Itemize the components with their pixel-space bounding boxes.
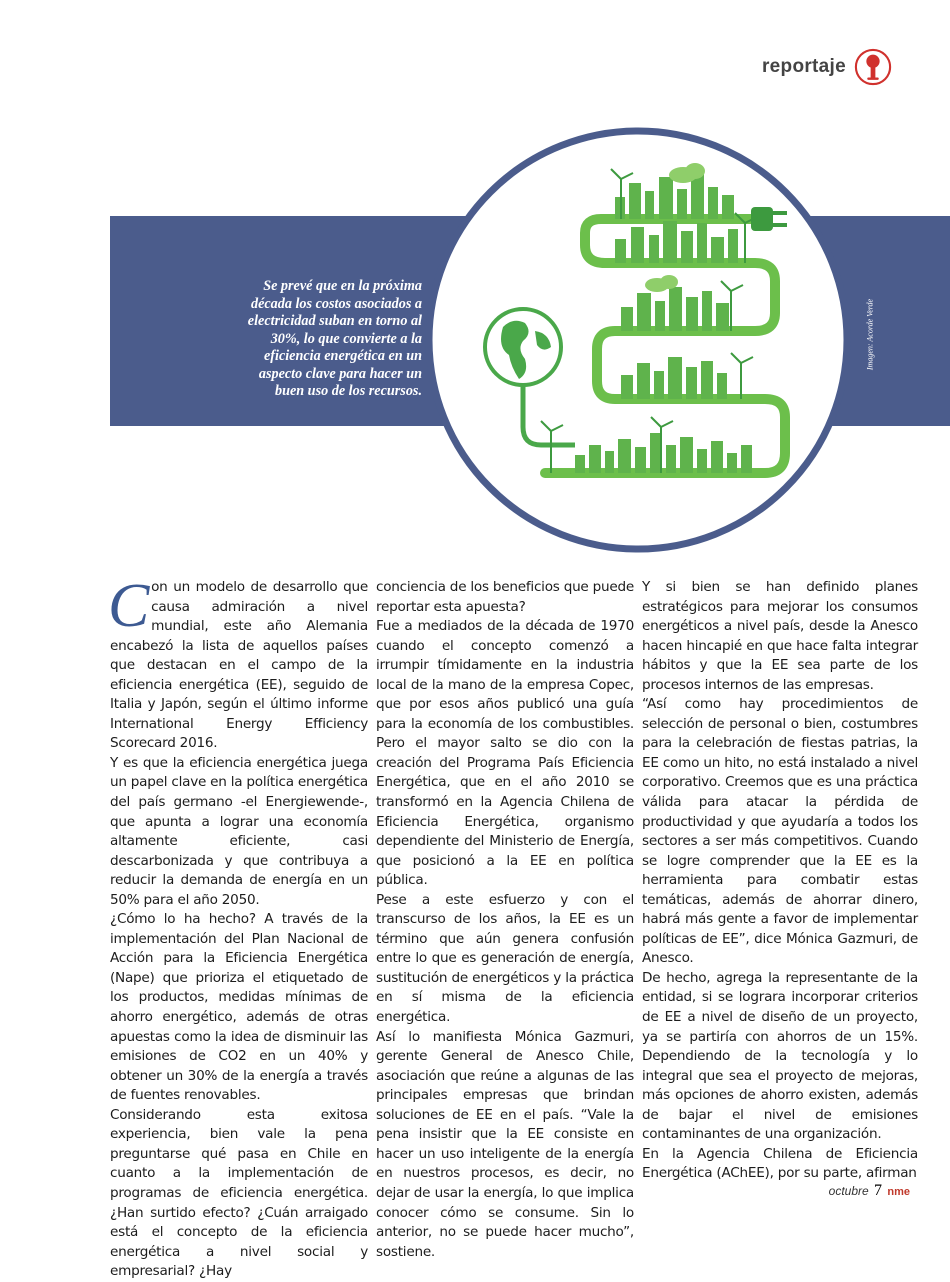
article-column-3 — [642, 578, 918, 1184]
paragraph: De hecho, agrega la representante de la entidad, si se lograra incorporar criterios de EE a nivel de diseño de un proyecto, ya se partiría con ahorros de un 15%. Dependiendo de la tecnología y lo integral que sea el proyecto de mejoras, más opciones de ahorro existen, además de bajar el nivel de emisiones contaminantes de una organización. — [642, 969, 918, 1143]
paragraph: Considerando esta exitosa experiencia, bien vale la pena preguntarse qué pasa en Chile en cuanto a la implementación de programas de eficiencia energética. ¿Han surtido efecto? ¿Cuán arraigado está el concepto de la eficiencia energética a nivel social y empresarial? ¿Hay — [110, 1106, 368, 1280]
paragraph: on un modelo de desarrollo que causa admiración a nivel mundial, este año Alemania encabezó la lista de aquellos países que destacan en el campo de la eficiencia energética (EE), seguido de Italia y Japón, según el último informe International Energy Efficiency Scorecard 2016. — [110, 579, 368, 752]
page-footer — [829, 1182, 910, 1200]
article-column-2 — [376, 578, 634, 1262]
paragraph: Así lo manifiesta Mónica Gazmuri, gerente General de Anesco Chile, asociación que reúne a algunas de las principales empresas que brindan soluciones de EE en el país. “Vale la pena insistir que la EE consiste en hacer un uso inteligente de la energía en nuestros procesos, es decir, no dejar de usar la energía, lo que implica conocer cómo se consume. Sin lo anterior, no se puede hacer mucho”, sostiene. — [376, 1028, 634, 1260]
paragraph: ¿Cómo lo ha hecho? A través de la implementación del Plan Nacional de Acción para la Eficiencia Energética (Nape) que prioriza el etiquetado de los productos, medidas mínimas de ahorro energético, además de otras apuestas como la idea de disminuir las emisiones de CO2 en un 40% y obtener un 30% de la energía a través de fuentes renovables. — [110, 911, 368, 1104]
section-label: reportaje — [761, 56, 846, 77]
page-number: 7 — [874, 1182, 883, 1199]
paragraph: En la Agencia Chilena de Eficiencia Energética (AChEE), por su parte, afirman — [642, 1145, 918, 1182]
paragraph: conciencia de los beneficios que puede reportar esta apuesta? — [376, 579, 634, 615]
image-credit: Imagen: Acorde Verde — [865, 298, 875, 371]
microphone-icon — [854, 48, 892, 86]
paragraph: Y es que la eficiencia energética juega un papel clave en la política energética del país germano -el Energiewende-, que apunta a lograr una economía altamente eficiente, casi descarbonizada y que contribuya a reducir la demanda de energía en un 50% para el año 2050. — [110, 754, 368, 908]
section-header — [762, 48, 892, 86]
eco-city-illustration — [425, 127, 851, 553]
footer-brand: nme — [887, 1186, 910, 1198]
drop-cap: C — [108, 572, 150, 640]
paragraph: “Así como hay procedimientos de selección de personal o bien, costumbres para la celebración de fiestas patrias, la EE como un hito, no está instalado a nivel corporativo. Creemos que es una práctica válida para atacar la pérdida de productividad y que ayudaría a todos los sectores a ser más competitivos. Cuando se logre comprender que la EE es la herramienta para combatir estas temáticas, además de ahorrar dinero, habrá más gente a favor de implementar políticas de EE”, dice Mónica Gazmuri, de Anesco. — [642, 696, 918, 967]
article-column-1 — [108, 572, 368, 1282]
paragraph: Fue a mediados de la década de 1970 cuando el concepto comenzó a irrumpir tímidamente en la industria local de la mano de la empresa Copec, que por esos años publicó una guía para la economía de los combustibles. Pero el mayor salto se dio con la creación del Programa País Eficiencia Energética, que en el año 2010 se transformó en la Agencia Chilena de Eficiencia Energética, organismo dependiente del Ministerio de Energía, que posicionó a la EE en política pública. — [376, 618, 634, 889]
footer-month: octubre — [828, 1184, 869, 1198]
paragraph: Pese a este esfuerzo y con el transcurso de los años, la EE es un término que aún genera confusión entre lo que es generación de energía, sustitución de energéticos y la práctica en sí misma de la eficiencia energética. — [376, 891, 634, 1026]
paragraph: Y si bien se han definido planes estratégicos para mejorar los consumos energéticos a nivel país, desde la Anesco hacen hincapié en que hace falta integrar hábitos y que la EE sea parte de los procesos internos de las empresas. — [642, 579, 918, 693]
image-caption: Se prevé que en la próxima década los costos asociados a electricidad suban en torno al 30%, lo que convierte a la eficiencia energética en un aspecto clave para hacer un buen uso de los recursos. — [247, 278, 422, 399]
